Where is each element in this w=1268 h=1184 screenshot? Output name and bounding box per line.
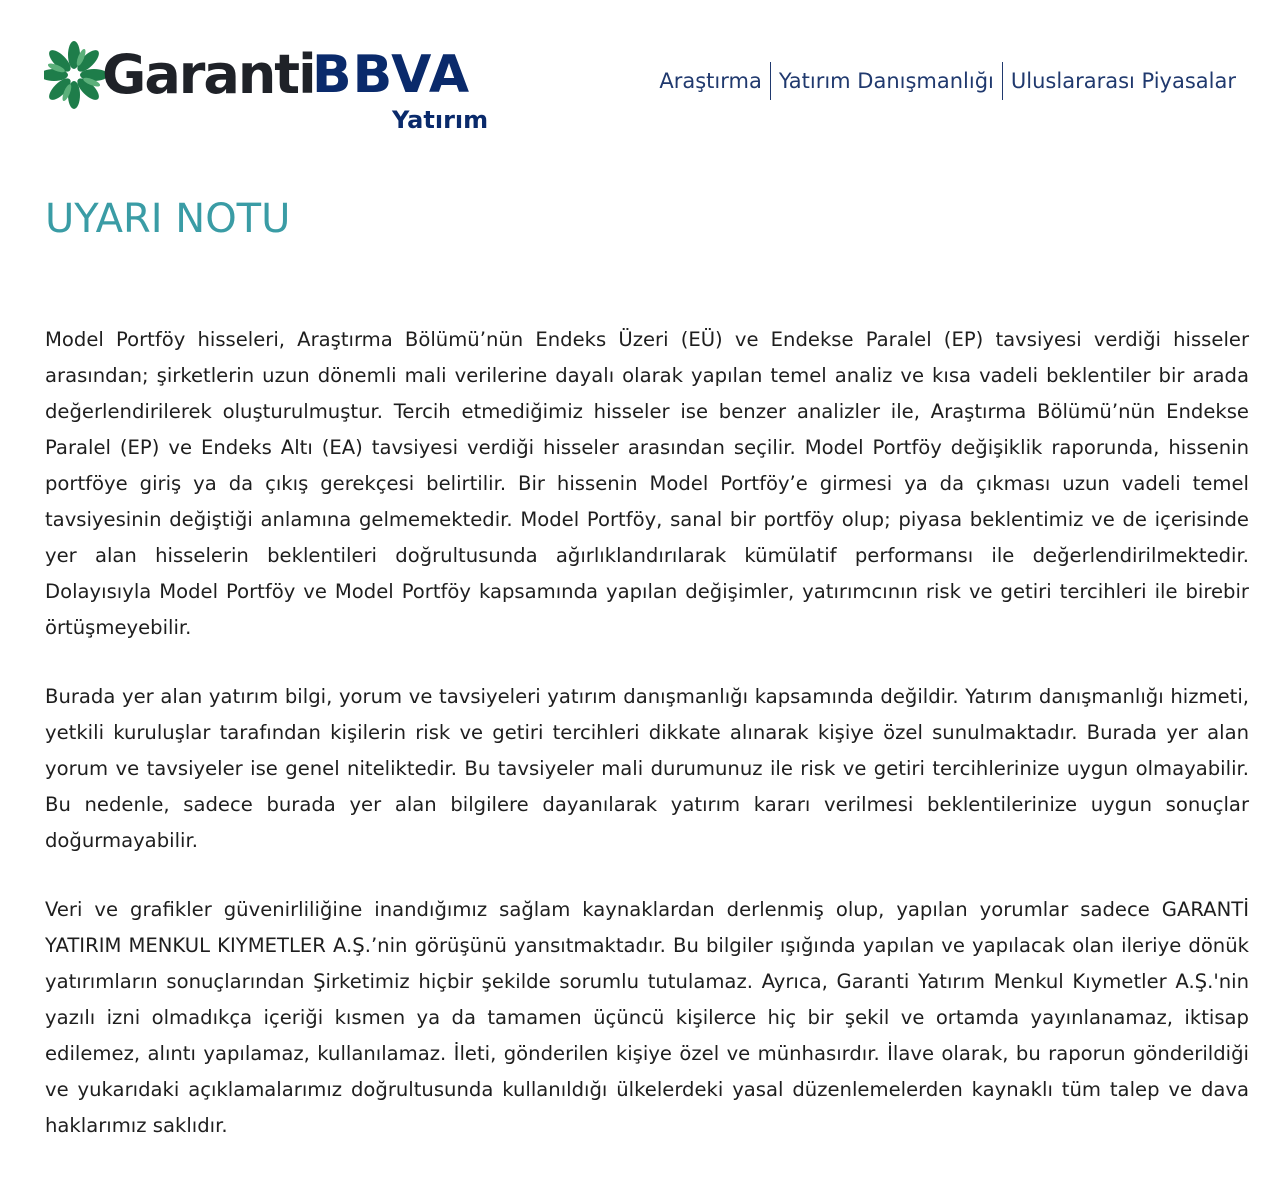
logo-subtitle: Yatırım [392,106,489,134]
disclaimer-body [45,322,1249,1177]
logo-wordmark: Garanti [102,43,315,106]
nav-link-yatirim-danismanligi[interactable]: Yatırım Danışmanlığı [778,69,994,93]
nav-divider [1002,62,1003,100]
nav-link-uluslararasi-piyasalar[interactable]: Uluslararası Piyasalar [1010,69,1236,93]
nav-divider [770,62,771,100]
page-title: UYARI NOTU [45,196,291,242]
disclaimer-paragraph: Burada yer alan yatırım bilgi, yorum ve tavsiyeleri yatırım danışmanlığı kapsamında değildir. Yatırım danışmanlığı hizmeti, yetkili kuruluşlar tarafından kişilerin risk ve getiri tercihleri dikkate alınarak kişiye özel sunulmaktadır. Burada yer alan yorum ve tavsiyeler ise genel niteliktedir. Bu tavsiyeler mali durumunuz ile risk ve getiri tercihlerinize uygun olmayabilir. Bu nedenle, sadece burada yer alan bilgilere dayanılarak yatırım kararı verilmesi beklentilerinize uygun sonuçlar doğurmayabilir. [45,685,1249,852]
garanti-bbva-logo[interactable] [44,38,504,138]
nav-link-arastirma[interactable]: Araştırma [659,69,762,93]
top-navigation [659,62,1236,100]
disclaimer-paragraph: Veri ve grafikler güvenirliliğine inandığımız sağlam kaynaklardan derlenmiş olup, yapılan yorumlar sadece GARANTİ YATIRIM MENKUL KIYMETLER A.Ş.’nin görüşünü yansıtmaktadır. Bu bilgiler ışığında yapılan ve yapılacak olan ileriye dönük yatırımların sonuçlarından Şirketimiz hiçbir şekilde sorumlu tutulamaz. Ayrıca, Garanti Yatırım Menkul Kıymetler A.Ş.'nin yazılı izni olmadıkça içeriği kısmen ya da tamamen üçüncü kişilerce hiç bir şekil ve ortamda yayınlanamaz, iktisap edilemez, alıntı yapılamaz, kullanılamaz. İleti, gönderilen kişiye özel ve münhasırdır. İlave olarak, bu raporun gönderildiği ve yukarıdaki açıklamalarımız doğrultusunda kullanıldığı ülkelerdeki yasal düzenlemelerden kaynaklı tüm talep ve dava haklarımız saklıdır. [45,898,1249,1137]
logo-brand: BBVA [312,45,471,105]
clover-icon [44,38,110,112]
page-header [0,0,1268,150]
disclaimer-paragraph: Model Portföy hisseleri, Araştırma Bölümü’nün Endeks Üzeri (EÜ) ve Endekse Paralel (EP) tavsiyesi verdiği hisseler arasından; şirketlerin uzun dönemli mali verilerine dayalı olarak yapılan temel analiz ve kısa vadeli beklentiler bir arada değerlendirilerek oluşturulmuştur. Tercih etmediğimiz hisseler ise benzer analizler ile, Araştırma Bölümü’nün Endekse Paralel (EP) ve Endeks Altı (EA) tavsiyesi verdiği hisseler arasından seçilir. Model Portföy değişiklik raporunda, hissenin portföye giriş ya da çıkış gerekçesi belirtilir. Bir hissenin Model Portföy’e girmesi ya da çıkması uzun vadeli temel tavsiyesinin değiştiği anlamına gelmemektedir. Model Portföy, sanal bir portföy olup; piyasa beklentimiz ve de içerisinde yer alan hisselerin beklentileri doğrultusunda ağırlıklandırılarak kümülatif performansı ile değerlendirilmektedir. Dolayısıyla Model Portföy ve Model Portföy kapsamında yapılan değişimler, yatırımcının risk ve getiri tercihleri ile birebir örtüşmeyebilir. [45,328,1249,639]
